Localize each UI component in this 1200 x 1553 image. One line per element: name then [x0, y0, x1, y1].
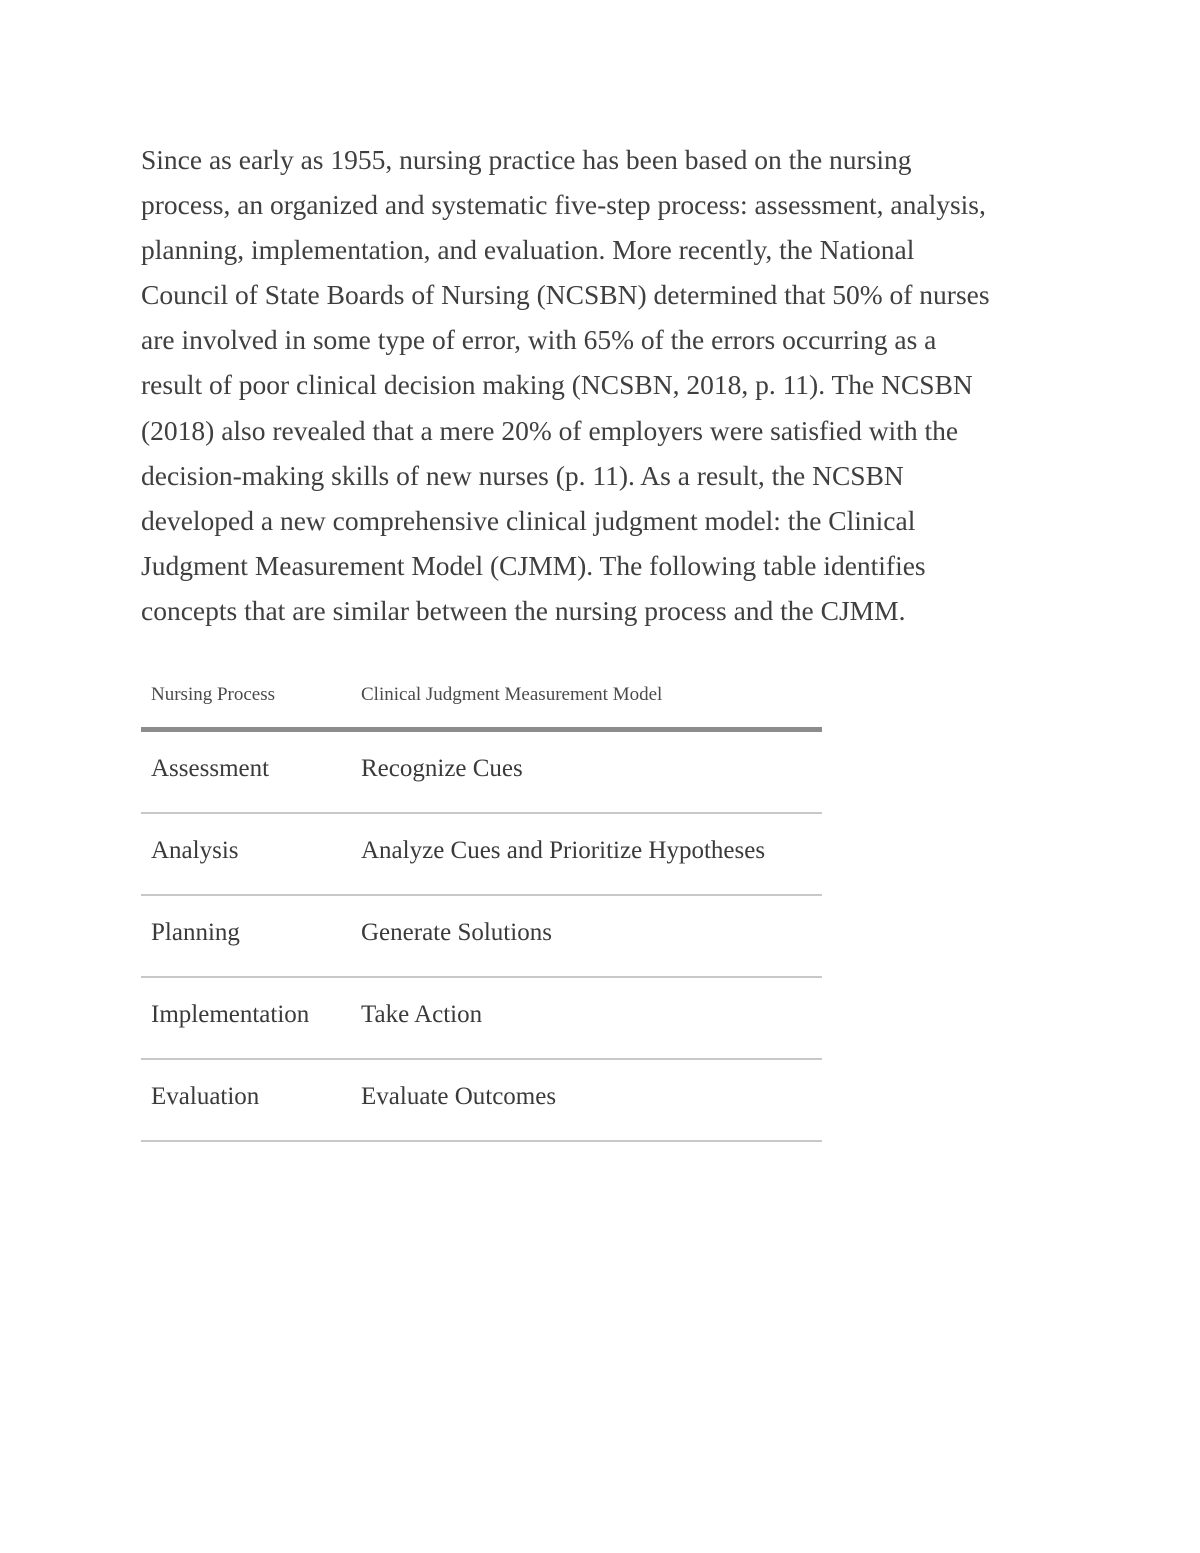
header-nursing-process: Nursing Process — [141, 663, 351, 730]
table-row — [141, 730, 822, 814]
paragraph-line: (2018) also revealed that a mere 20% of employers were satisfied with the — [141, 414, 959, 446]
paragraph-line: are involved in some type of error, with 65% of the errors occurring as a — [141, 324, 937, 356]
paragraph-line: decision-making skills of new nurses (p. 11). As a result, the NCSBN — [141, 459, 904, 491]
paragraph-line: Council of State Boards of Nursing (NCSBN) determined that 50% of nurses — [141, 279, 990, 311]
paragraph-line: concepts that are similar between the nursing process and the CJMM. — [141, 594, 906, 626]
paragraph-line: Judgment Measurement Model (CJMM). The following table identifies — [141, 549, 926, 581]
cjmm-cell: Take Action — [351, 977, 822, 1059]
table-row — [141, 813, 822, 895]
paragraph-line: Since as early as 1955, nursing practice has been based on the nursing — [141, 144, 912, 175]
body-paragraph — [141, 137, 1061, 633]
cjmm-cell: Generate Solutions — [351, 895, 822, 977]
nursing-process-cell: Implementation — [141, 977, 351, 1059]
cjmm-cell: Evaluate Outcomes — [351, 1059, 822, 1141]
header-cjmm: Clinical Judgment Measurement Model — [351, 663, 822, 730]
nursing-process-cell: Assessment — [141, 730, 351, 814]
table-row — [141, 1059, 822, 1141]
paragraph-line: developed a new comprehensive clinical judgment model: the Clinical — [141, 504, 916, 536]
table-row — [141, 977, 822, 1059]
comparison-table — [141, 663, 822, 1142]
nursing-process-cell: Planning — [141, 895, 351, 977]
nursing-process-cell: Evaluation — [141, 1059, 351, 1141]
paragraph-line: result of poor clinical decision making (NCSBN, 2018, p. 11). The NCSBN — [141, 369, 973, 401]
nursing-process-cell: Analysis — [141, 813, 351, 895]
cjmm-cell: Recognize Cues — [351, 730, 822, 814]
paragraph-line: planning, implementation, and evaluation. More recently, the National — [141, 234, 915, 266]
cjmm-cell: Analyze Cues and Prioritize Hypotheses — [351, 813, 822, 895]
table-header-row — [141, 663, 822, 730]
table-row — [141, 895, 822, 977]
paragraph-line: process, an organized and systematic five-step process: assessment, analysis, — [141, 189, 986, 221]
